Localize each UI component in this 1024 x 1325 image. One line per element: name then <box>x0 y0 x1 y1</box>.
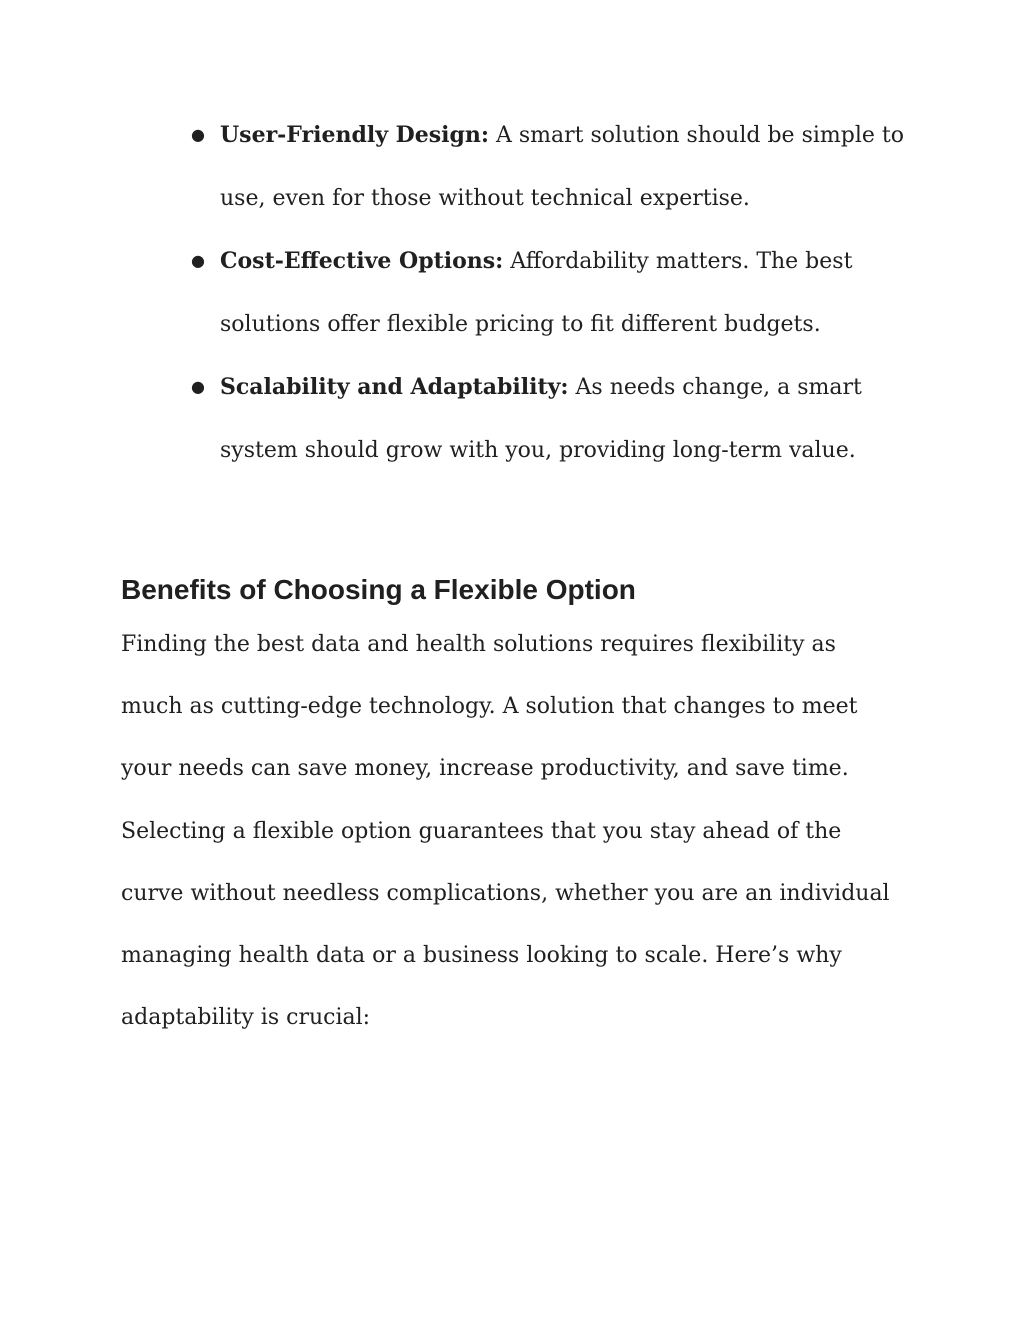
bullet-text: Affordability matters. The best solutions offer flexible pricing to fit different budgets. <box>220 249 853 337</box>
bullet-title: User-Friendly Design: <box>220 122 489 148</box>
bullet-icon: ● <box>191 377 205 396</box>
bullet-icon: ● <box>191 251 205 270</box>
list-item-cost-effective <box>0 230 910 356</box>
bullet-text: A smart solution should be simple to use, even for those without technical expertise. <box>220 123 904 211</box>
feature-bullet-list <box>0 104 1024 482</box>
list-item-user-friendly <box>0 104 910 230</box>
bullet-text: As needs change, a smart system should grow with you, providing long-term value. <box>220 375 862 463</box>
bullet-icon: ● <box>191 125 205 144</box>
bullet-title: Cost-Effective Options: <box>220 248 504 274</box>
section-paragraph: Finding the best data and health solutions requires flexibility as much as cutting-edge technology. A solution that changes to meet your needs can save money, increase productivity, and save time. Selecting a flexible option guarantees that you stay ahead of the curve without needless complications, whether you are an individual managing health data or a business looking to scale. Here’s why adaptability is crucial: <box>121 632 890 1031</box>
bullet-title: Scalability and Adaptability: <box>220 374 569 400</box>
list-item-scalability <box>0 356 910 482</box>
section-heading: Benefits of Choosing a Flexible Option <box>121 574 636 605</box>
